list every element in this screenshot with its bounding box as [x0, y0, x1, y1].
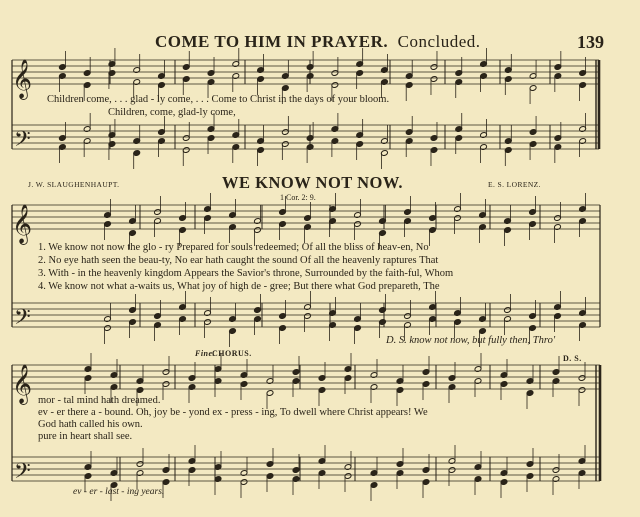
title-sub: Concluded.	[397, 32, 481, 51]
verse2-line-1: mor - tal mind hath dreamed.	[38, 395, 161, 406]
arranger-credit: E. S. LORENZ.	[488, 180, 541, 189]
verse2-line-2: ev - er there a - bound. Oh, joy be - yond ex - press - ing, To dwell where Christ appears! We	[38, 407, 428, 418]
hymn1-lyric-line-1: Children come, . . . glad - ly come, . . . Come to Christ in the days of your bloom.	[47, 94, 390, 105]
clef-glyph: 𝄞	[12, 204, 33, 244]
page-number: 139	[577, 32, 604, 52]
verse2-line-3: God hath called his own.	[38, 419, 143, 430]
clef-glyph: 𝄞	[12, 364, 33, 404]
chorus-marker: CHORUS.	[212, 349, 252, 358]
clef-glyph: 𝄞	[12, 59, 33, 99]
composer-credit: J. W. SLAUGHENHAUPT.	[28, 180, 120, 189]
clef-glyph: 𝄢	[14, 305, 31, 335]
verse-1: 1. We know not now the glo - ry Prepared for souls redeemed; Of all the bliss of heav-en, No	[38, 242, 429, 253]
hymn2-title: WE KNOW NOT NOW.	[222, 173, 403, 192]
clef-glyph: 𝄢	[14, 127, 31, 157]
hymn1-lyric-line-2: Children, come, glad-ly come,	[108, 107, 236, 118]
verse2-line-4: pure in heart shall see.	[38, 431, 133, 442]
ds-marker: D. S.	[563, 354, 582, 363]
verse-4: 4. We know not what a-waits us, What joy of high de - gree; But there what God prepareth, The	[38, 281, 440, 292]
clef-glyph: 𝄢	[14, 459, 31, 489]
hymn-title	[155, 32, 481, 52]
title-main: COME TO HIM IN PRAYER.	[155, 32, 389, 51]
ds-instruction: D. S. know not now, but fully then, Thro'	[386, 335, 556, 346]
fine-marker: Fine.	[195, 349, 216, 358]
verse-2: 2. No eye hath seen the beau-ty, No ear hath caught the sound Of all the heavenly raptures That	[38, 255, 439, 266]
verse-3: 3. With - in the heavenly kingdom Appears the Savior's throne, Surrounded by the faith-ful, Whom	[38, 268, 454, 279]
scripture-reference: 1 Cor. 2: 9.	[280, 193, 316, 202]
ending-lyric: ev - er - last - ing years.	[73, 487, 165, 497]
